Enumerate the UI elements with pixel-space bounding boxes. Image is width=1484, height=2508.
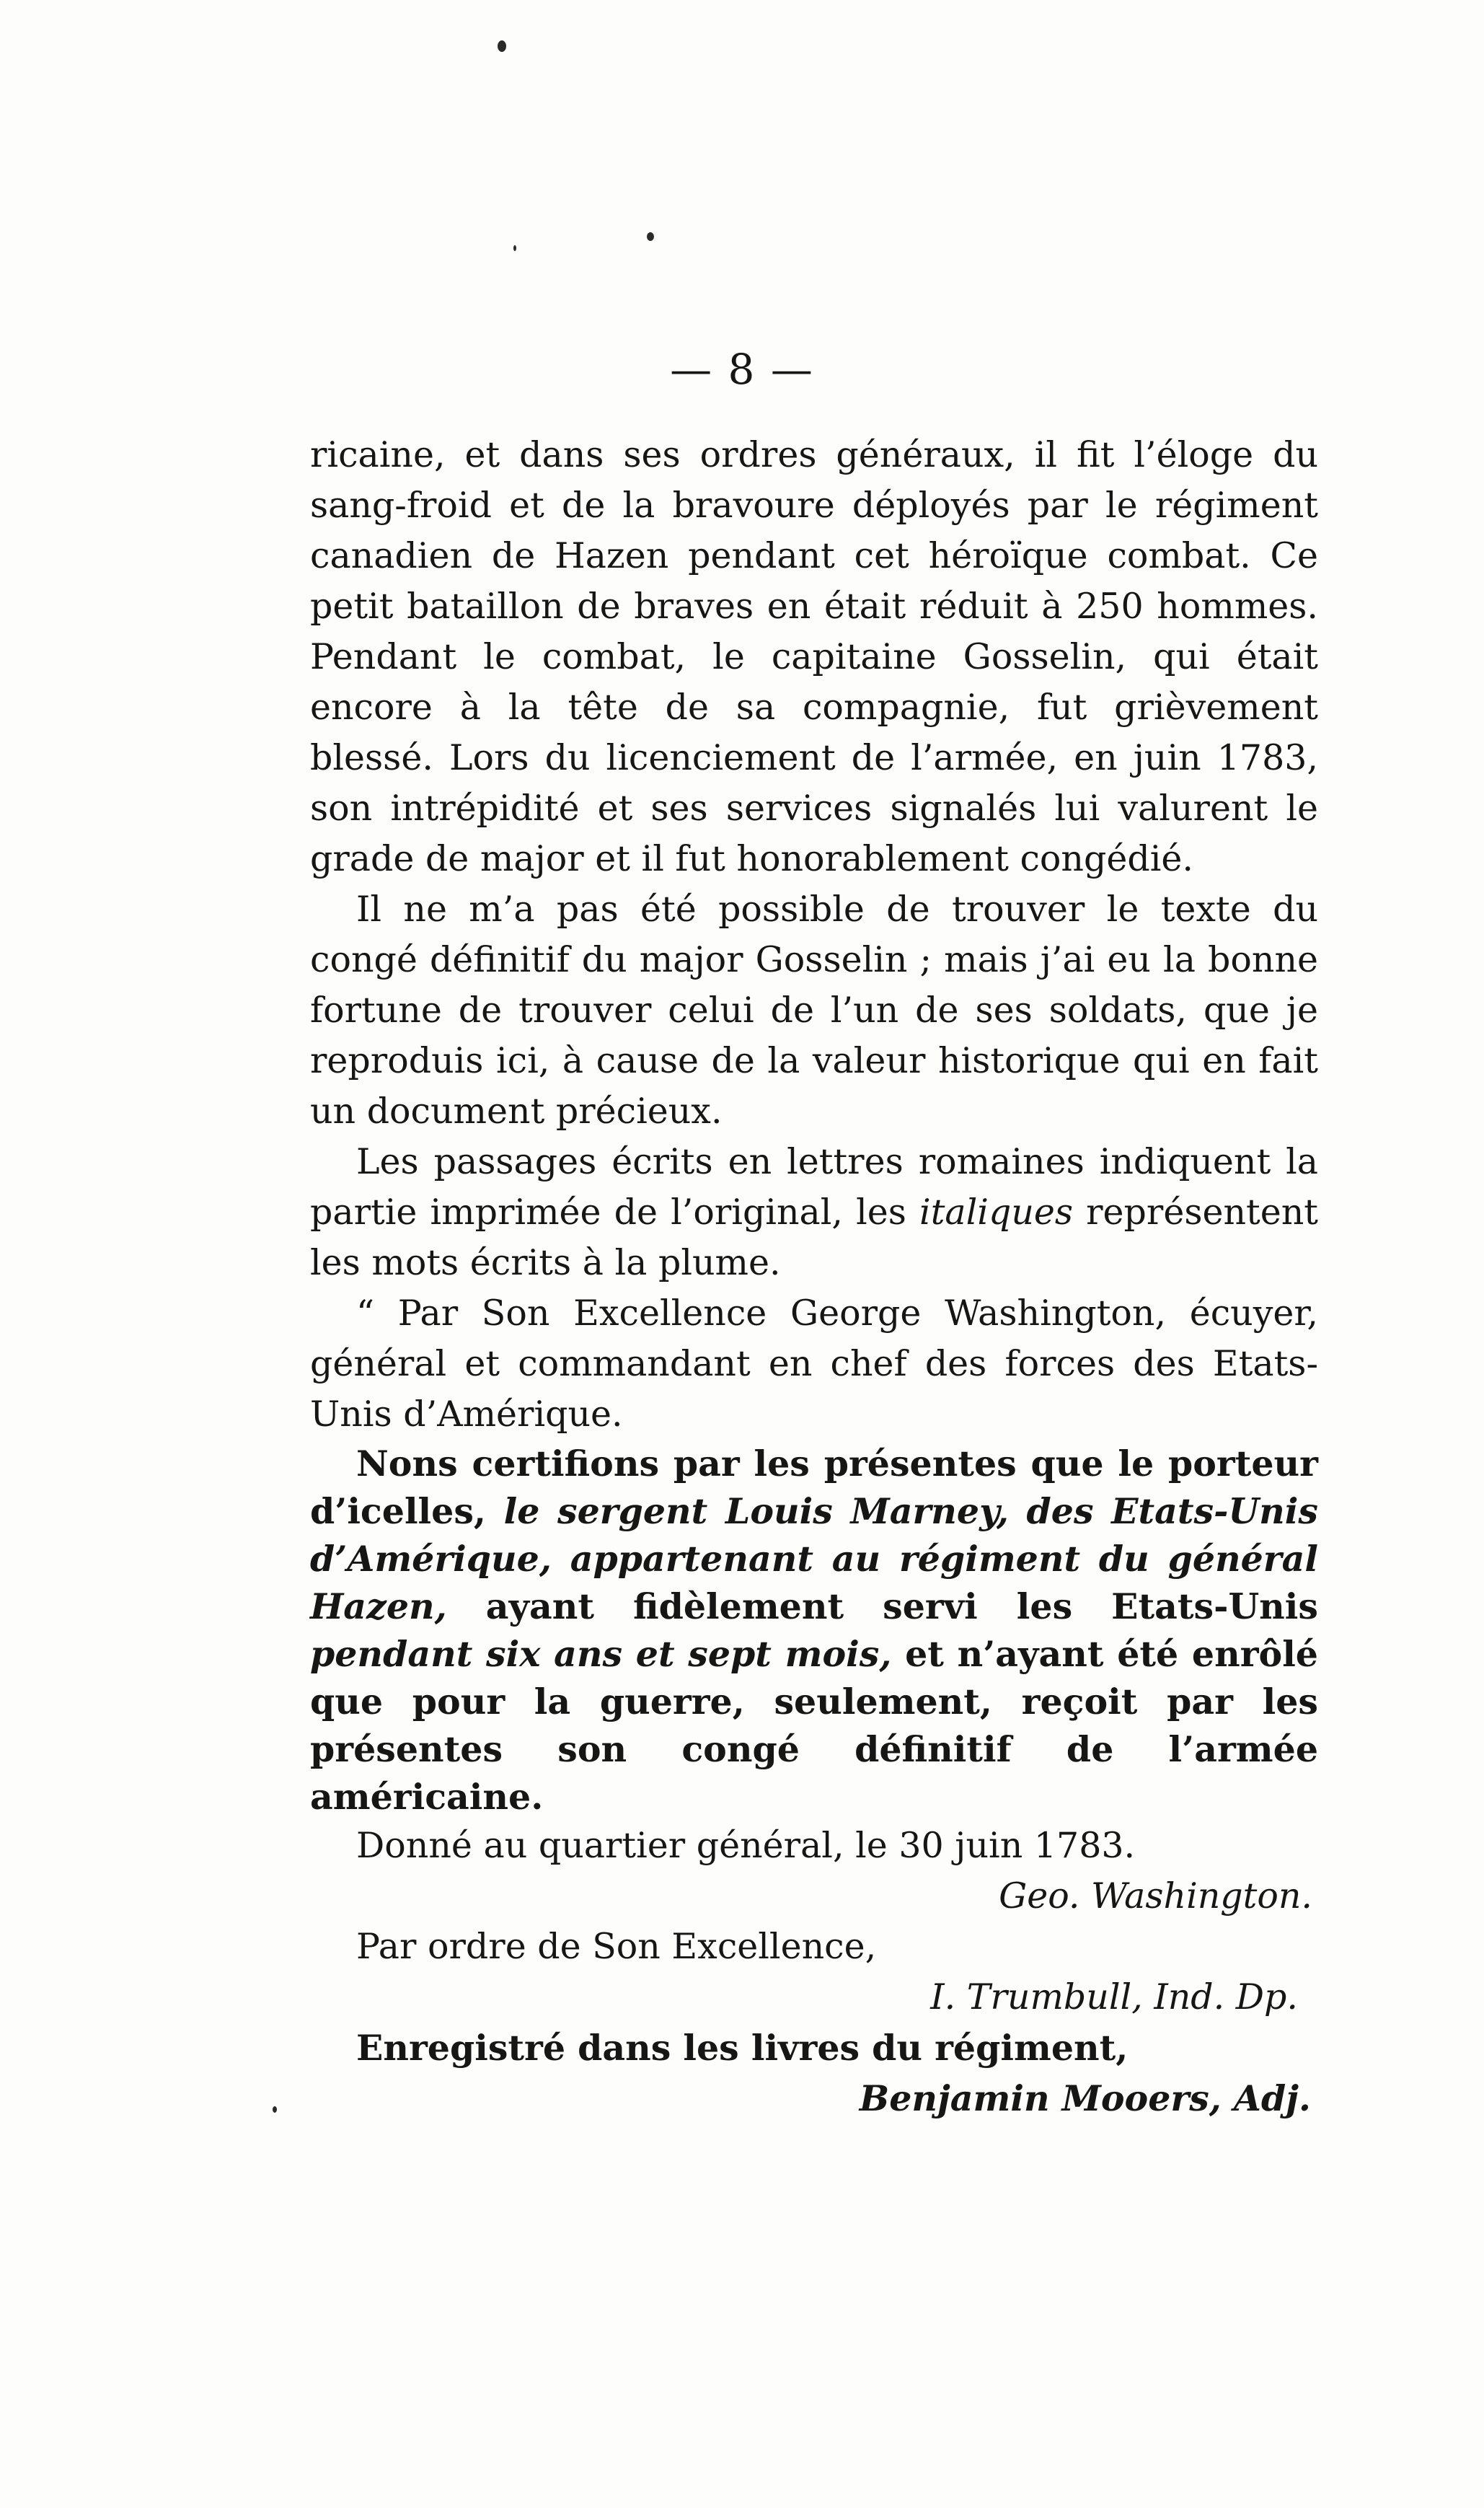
note-italic-word: italiques [919,1192,1074,1233]
paragraph-certificate [310,1440,1318,1821]
given-at-line: Donné au quartier général, le 30 juin 1783. [356,1825,1136,1866]
ink-speck [273,2106,277,2113]
certificate-text-2: ayant fidèlement servi les Etats-Unis [446,1585,1318,1627]
page-number: — 8 — [670,345,814,394]
ink-speck [498,40,506,52]
paragraph-washington-heading: “ Par Son Excellence George Washington, écuyer, général et commandant en chef des forces des Etats-Unis d’Amérique. [310,1293,1318,1435]
certificate-handwritten-2: pendant six ans et sept mois, [310,1633,892,1675]
paragraph-discharge-source: Il ne m’a pas été possible de trouver le texte du congé définitif du major Gosselin ; mais j’ai eu la bonne fortune de trouver celui de l’un de ses soldats, que je reproduis ici, à cause de la valeur historique qui en fait un document précieux. [310,889,1318,1132]
by-order-line: Par ordre de Son Excellence, [356,1926,877,1967]
certificate-handwritten-1: le sergent Louis Marney, des Etats-Unis d’Amérique, appartenant au régiment du général Hazen, [310,1490,1318,1627]
registered-line: Enregistré dans les livres du régiment, [356,2027,1129,2069]
signature-washington: Geo. Washington. [999,1875,1312,1917]
ink-speck [647,232,654,241]
certificate-text-1: Nons certifions par les présentes que le porteur d’icelles, [310,1443,1318,1532]
note-text-end: représentent les mots écrits à la plume. [310,1192,1318,1283]
signature-trumbull: I. Trumbull, Ind. Dp. [930,1976,1298,2018]
signature-mooers: Benjamin Mooers, Adj. [859,2077,1311,2119]
paragraph-typography-note [310,1137,1318,1288]
body-text [310,430,1318,2124]
ink-speck [513,245,516,251]
certificate-text-3: et n’ayant été enrôlé que pour la guerre, seulement, reçoit par les présentes son congé définitif de l’armée américaine. [310,1633,1318,1818]
paragraph-regiment-praise: ricaine, et dans ses ordres généraux, il fit l’éloge du sang-froid et de la bravoure déployés par le régiment canadien de Hazen pendant cet héroïque combat. Ce petit bataillon de braves en était réduit à 250 hommes. Pendant le combat, le capitaine Gosselin, qui était encore à la tête de sa compagnie, fut grièvement blessé. Lors du licenciement de l’armée, en juin 1783, son intrépidité et ses services signalés lui valurent le grade de major et il fut honorablement congédié. [310,434,1318,879]
note-text-start: Les passages écrits en lettres romaines indiquent la partie imprimée de l’original, les [310,1141,1318,1233]
